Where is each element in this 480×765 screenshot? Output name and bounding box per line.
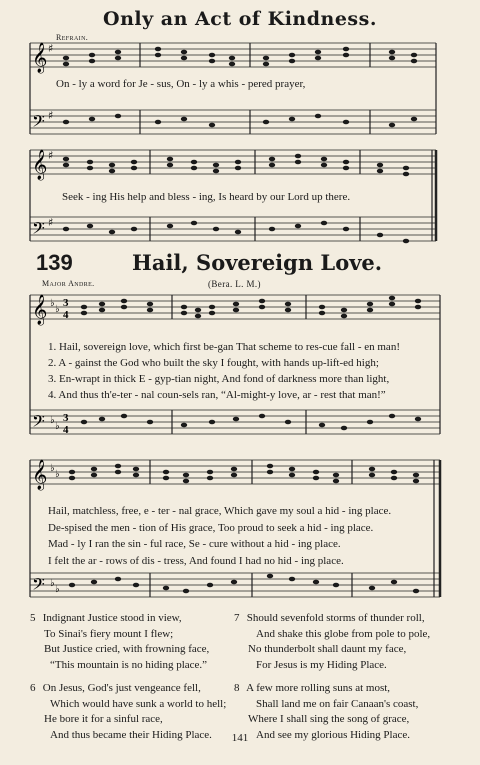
verse-line: Should sevenfold storms of thunder roll, <box>246 612 425 624</box>
svg-text:𝄢: 𝄢 <box>32 111 45 135</box>
lyric-line: 1. Hail, sovereign love, which first be-gan That scheme to res-cue fall - en man! <box>48 341 400 353</box>
svg-text:𝄞: 𝄞 <box>32 295 48 325</box>
verses-left-column <box>30 611 240 751</box>
svg-text:4: 4 <box>63 309 69 321</box>
svg-text:♯: ♯ <box>48 149 54 162</box>
lyric-line: Seek - ing His help and bless - ing, Is heard by our Lord up there. <box>62 191 351 203</box>
verse-line: And shake this globe from pole to pole, <box>256 627 431 640</box>
verse-line: To Sinai's fiery mount I flew; <box>44 627 174 640</box>
verse-line: Where I shall sing the song of grace, <box>248 713 410 725</box>
svg-text:♭: ♭ <box>50 298 55 309</box>
verse-line: For Jesus is my Hiding Place. <box>256 658 387 671</box>
svg-text:3: 3 <box>63 297 69 309</box>
svg-text:𝄞: 𝄞 <box>32 460 48 490</box>
verse-line: A few more rolling suns at most, <box>246 682 391 694</box>
verse-5 <box>30 611 240 673</box>
lyric-line: I felt the ar - rows of dis - tress, And found I had no hid - ing place. <box>48 554 344 567</box>
verse-line: He bore it for a sinful race, <box>44 713 163 725</box>
page-number: 141 <box>231 732 249 744</box>
lyric-line: 3. En-wrapt in thick E - gyp-tian night, And fond of darkness more than light, <box>48 373 390 385</box>
svg-text:𝄢: 𝄢 <box>32 411 45 435</box>
music-system-1 <box>0 38 480 148</box>
hymn-title-hail-sovereign-love: Hail, Sovereign Love. <box>132 250 383 275</box>
verse-line: And thus became their Hiding Place. <box>50 728 212 741</box>
verse-line: Shall land me on fair Canaan's coast, <box>256 697 419 710</box>
svg-text:♯: ♯ <box>48 216 54 229</box>
verses-right-column <box>234 611 464 751</box>
verse-line: No thunderbolt shall daunt my face, <box>248 643 407 655</box>
lyric-line: Mad - ly I ran the sin - ful race, Se - cure without a hid - ing place. <box>48 538 341 550</box>
verse-line: Which would have sunk a world to hell; <box>50 697 227 710</box>
hymn-number: 139 <box>36 250 73 275</box>
svg-text:𝄢: 𝄢 <box>32 574 45 598</box>
svg-text:𝄞: 𝄞 <box>32 150 48 180</box>
svg-text:3: 3 <box>63 412 69 424</box>
lyric-line: 4. And thus th'e-ter - nal coun-sels ran, “Al-might-y love, ar - rest that man!” <box>48 389 386 401</box>
tune-name: (Bera. L. M.) <box>208 279 261 289</box>
composer-credit: Major Andre. <box>42 279 95 288</box>
verse-number: 8 <box>234 682 240 694</box>
verse-line: And see my glorious Hiding Place. <box>256 728 410 741</box>
verse-line: “This mountain is no hiding place.” <box>50 658 208 671</box>
svg-text:♭: ♭ <box>50 463 55 474</box>
svg-text:♭: ♭ <box>55 304 60 315</box>
svg-text:♭: ♭ <box>50 415 55 426</box>
svg-text:♭: ♭ <box>50 578 55 589</box>
svg-text:𝄢: 𝄢 <box>32 218 45 242</box>
lyric-line: On - ly a word for Je - sus, On - ly a whis - pered prayer, <box>56 78 306 90</box>
verse-number: 7 <box>234 612 240 624</box>
stanza-block-1 <box>48 339 400 403</box>
hymn-title-only-an-act: Only an Act of Kindness. <box>103 8 377 30</box>
verse-7 <box>234 611 464 673</box>
verse-number: 6 <box>30 682 36 694</box>
verse-line: On Jesus, God's just vengeance fell, <box>42 682 201 694</box>
lyric-line: 2. A - gainst the God who built the sky I fought, with hands up-lift-ed high; <box>48 357 379 369</box>
svg-text:♯: ♯ <box>48 42 54 55</box>
svg-text:♭: ♭ <box>55 469 60 480</box>
svg-text:♯: ♯ <box>48 109 54 122</box>
svg-text:4: 4 <box>63 424 69 436</box>
lyric-line: Hail, matchless, free, e - ter - nal grace, Which gave my soul a hid - ing place. <box>48 505 392 517</box>
svg-text:♭: ♭ <box>55 421 60 432</box>
refrain-label: Refrain. <box>56 33 89 42</box>
verse-number: 5 <box>30 612 36 624</box>
svg-text:𝄞: 𝄞 <box>32 43 48 73</box>
lyric-line: De-spised the men - tion of His grace, Too proud to seek a hid - ing place. <box>48 521 374 534</box>
verse-line: Indignant Justice stood in view, <box>42 612 182 624</box>
verse-line: But Justice cried, with frowning face, <box>44 643 210 655</box>
stanza-block-2 <box>48 503 391 569</box>
svg-text:♭: ♭ <box>55 584 60 595</box>
